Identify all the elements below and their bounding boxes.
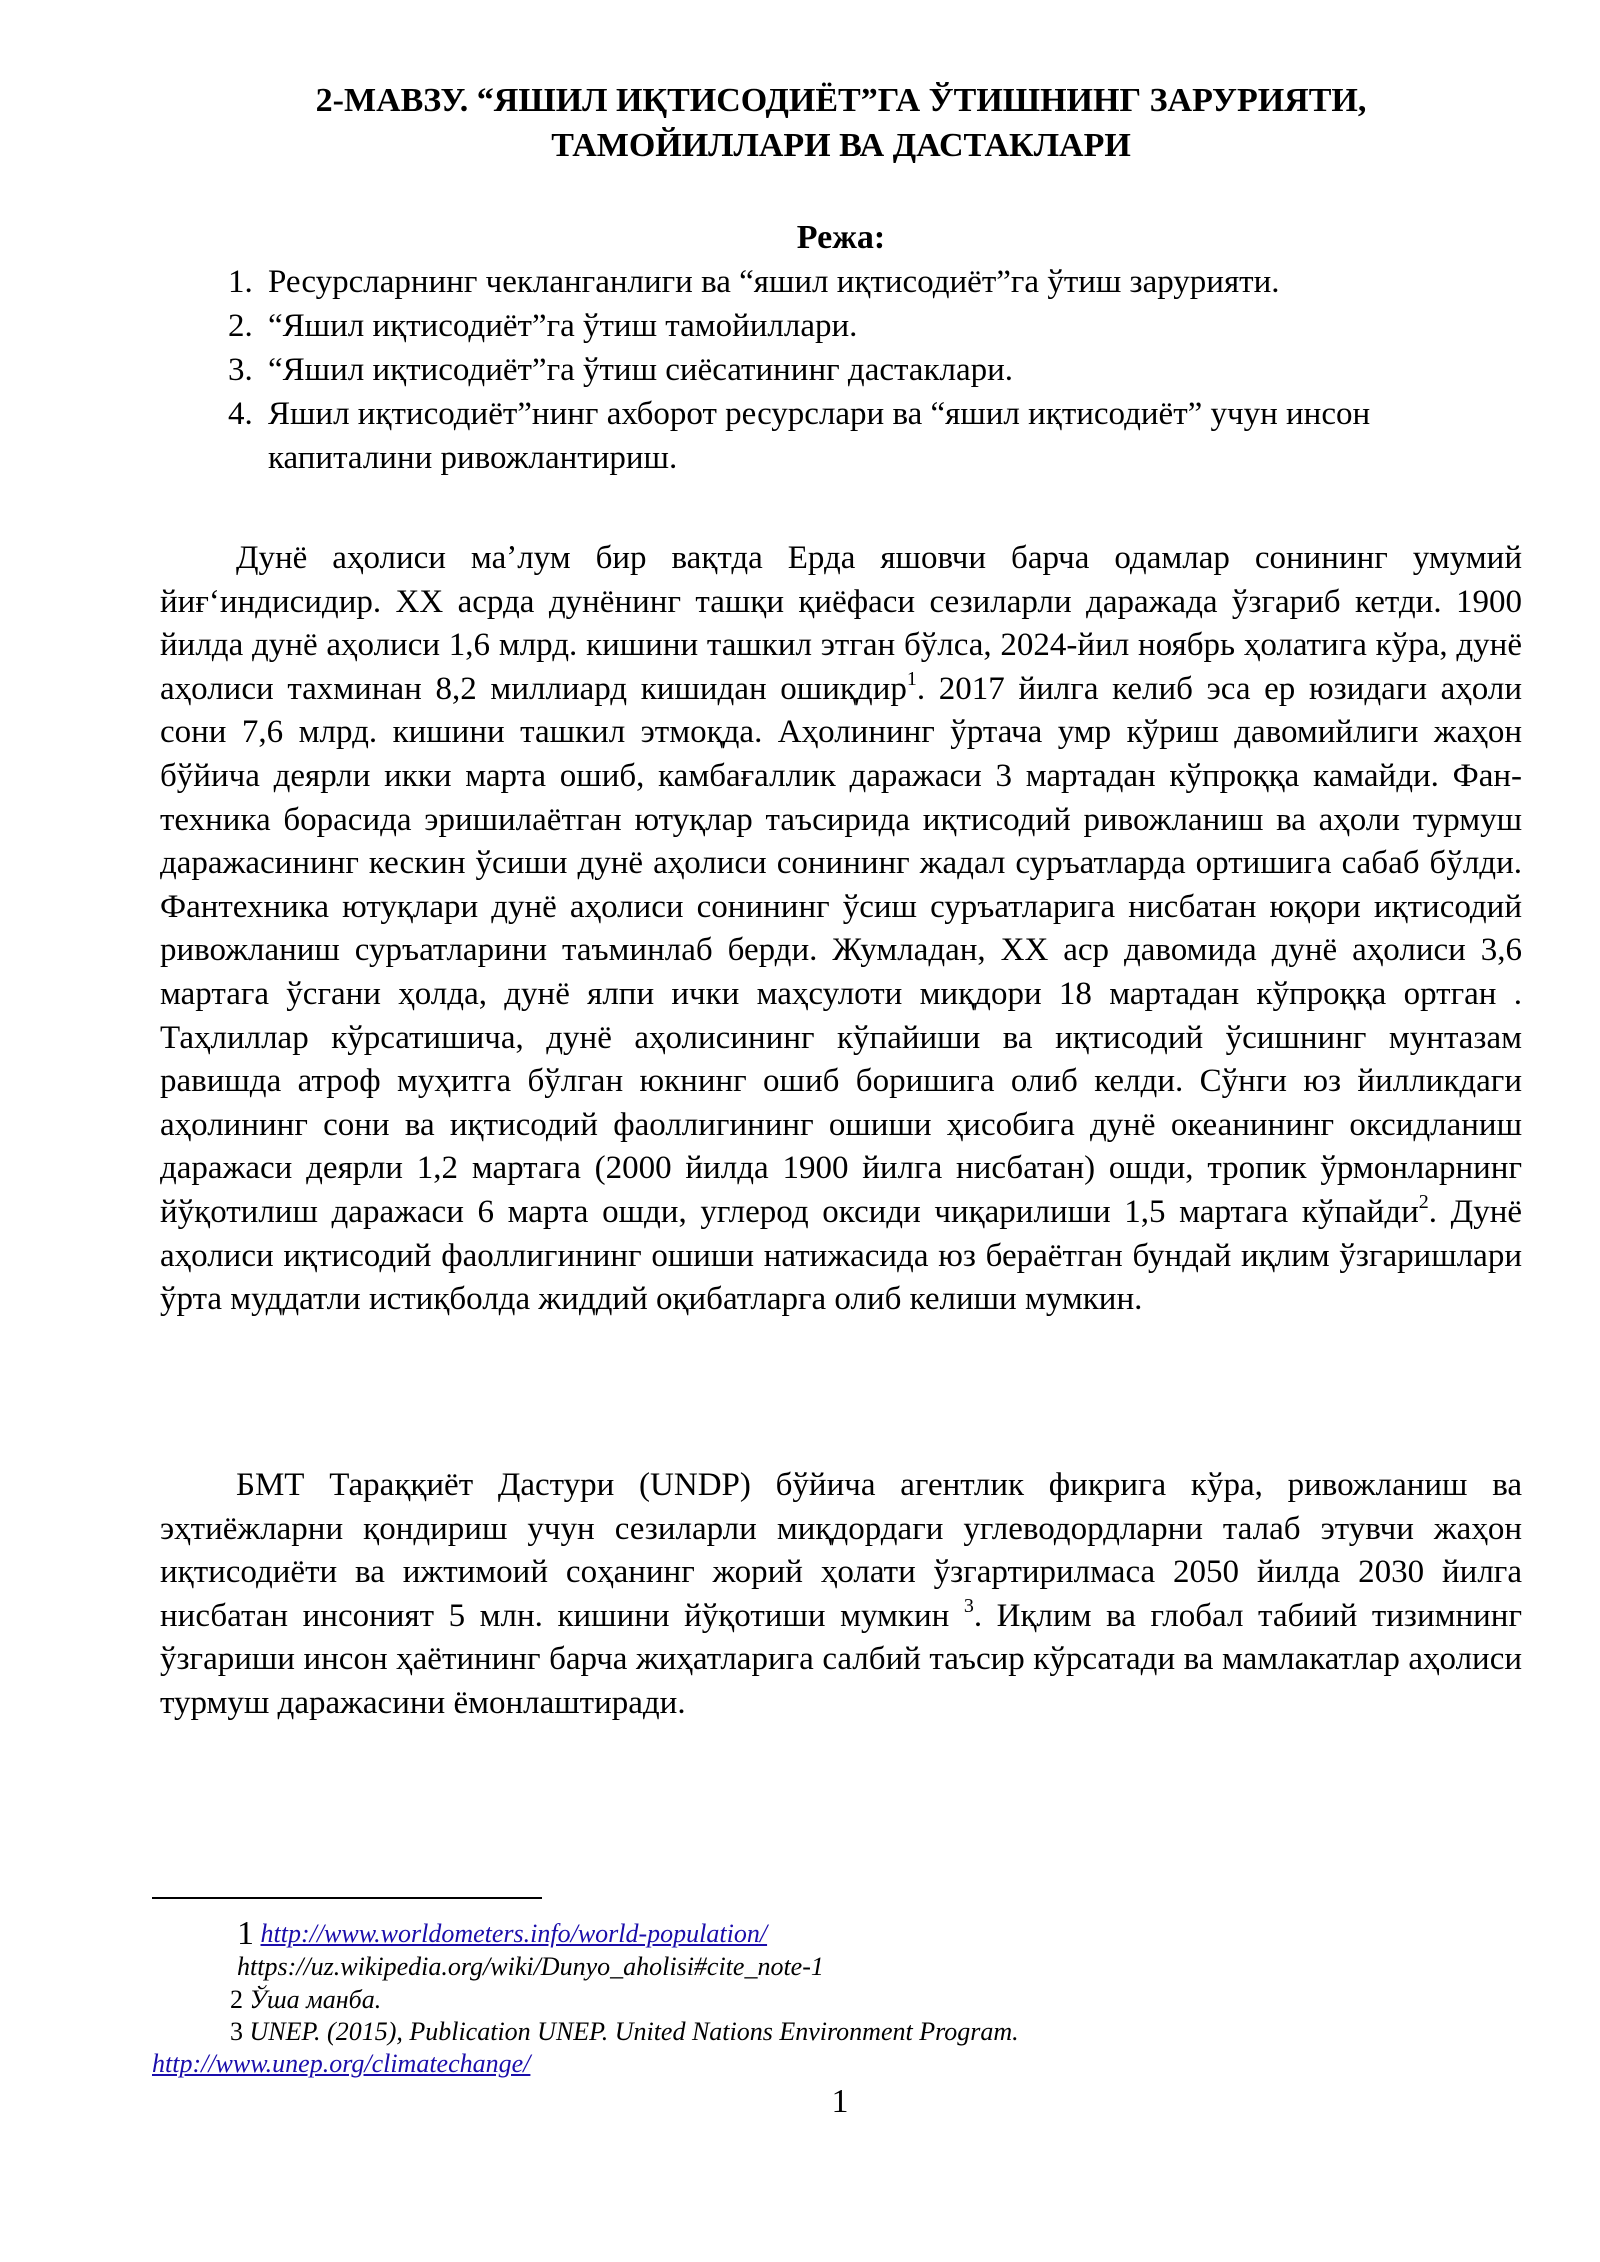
footnote-text: UNEP. (2015), Publication UNEP. United Nations Environment Program. (249, 2017, 1019, 2046)
footnote-text: https://uz.wikipedia.org/wiki/Dunyo_aholisi#cite_note-1 (237, 1952, 824, 1981)
plan-item-number: 4. (228, 396, 253, 432)
plan-item (228, 348, 1528, 392)
title-line-1: 2-МАВЗУ. “ЯШИЛ ИҚТИСОДИЁТ”ГА ЎТИШНИНГ ЗАРУРИЯТИ, (315, 82, 1367, 119)
plan-item-text: “Яшил иқтисодиёт”га ўтиш тамойиллари. (268, 308, 858, 344)
plan-item-number: 3. (228, 352, 253, 388)
plan-item-number: 2. (228, 308, 253, 344)
title-line-2: ТАМОЙИЛЛАРИ ВА ДАСТАКЛАРИ (551, 127, 1131, 164)
footnote-ref-2[interactable]: 2 (1418, 1190, 1429, 1213)
paragraph-text: . Иқлим ва глобал табиий тизимнинг ўзгариши инсон ҳаётининг барча жиҳатларига салбий таъсир кўрсатади ва мамлакатлар аҳолиси турмуш даражасини ёмонлаштиради. (160, 1597, 1523, 1721)
footnote-mark: 3 (230, 2017, 243, 2046)
footnote-mark: 1 (237, 1915, 254, 1952)
paragraph-text: . 2017 йилга келиб эса ер юзидаги аҳоли сони 7,6 млрд. кишини ташкил этмоқда. Аҳолининг ўртача умр кўриш давомийлиги жаҳон бўйича деярли икки марта ошиб, камбағаллик даражаси 3 мартадан кўпроққа камайди. Фан-техника борасида эришилаётган ютуқлар таъсирида иқтисодий ривожланиш ва аҳоли турмуш даражасининг кескин ўсиши дунё аҳолиси сонининг жадал суръатларда ортишига сабаб бўлди. Фантехника ютуқлари дунё аҳолиси сонининг ўсиш суръатларига нисбатан юқори иқтисодий ривожланиш суръатларини таъминлаб берди. Жумладан, XX аср давомида дунё аҳолиси 3,6 мартага ўсгани ҳолда, дунё ялпи ички маҳсулоти миқдори 18 мартадан кўпроққа ортган . Таҳлиллар кўрсатишича, дунё аҳолисининг кўпайиши ва иқтисодий ўсишнинг мунтазам равишда атроф муҳитга бўлган юкнинг ошиб боришига олиб келди. Сўнги юз йилликдаги аҳолининг сони ва иқтисодий фаоллигининг ошиши ҳисобига дунё океанининг оксидланиш даражаси деярли 1,2 мартага (2000 йилда 1900 йилга нисбатан) ошди, тропик ўрмонларнинг йўқотилиш даражаси 6 марта ошди, углерод оксиди чиқарилиши 1,5 мартага кўпайди (160, 670, 1523, 1230)
footnote-3-continued (152, 2048, 530, 2080)
plan-item (228, 392, 1528, 480)
footnote-1 (237, 1915, 768, 1952)
footnote-2 (230, 1984, 381, 2016)
plan-item (228, 260, 1528, 304)
plan-item-number: 1. (228, 264, 253, 300)
footnote-mark: 2 (230, 1985, 243, 2014)
plan-item-text: Яшил иқтисодиёт”нинг ахборот ресурслари ва “яшил иқтисодиёт” учун инсон капиталини ривожлантириш. (268, 396, 1371, 476)
footnote-3 (230, 2016, 1019, 2048)
plan-heading: Режа: (796, 219, 886, 256)
paragraph-text: Дунё аҳолиси маʼлум бир вақтда Ерда яшовчи барча одамлар сонининг умумий йиғʻиндисидир. XX асрда дунёнинг ташқи қиёфаси сезиларли даражада ўзгариб кетди. 1900 йилда дунё аҳолиси 1,6 млрд. кишини ташкил этган бўлса, 2024-йил ноябрь ҳолатига кўра, дунё аҳолиси тахминан 8,2 миллиард кишидан ошиқдир (160, 540, 1522, 707)
page-number: 1 (831, 2083, 849, 2120)
page-title (160, 78, 1522, 168)
plan-item (228, 304, 1528, 348)
footnote-separator (152, 1897, 542, 1899)
footnote-text: Ўша манба. (249, 1985, 382, 2014)
footnote-ref-3[interactable]: 3 (963, 1594, 974, 1617)
plan-item-text: “Яшил иқтисодиёт”га ўтиш сиёсатининг дастаклари. (268, 352, 1014, 388)
paragraph-text: БМТ Тараққиёт Дастури (UNDP) бўйича агентлик фикрига кўра, ривожланиш ва эҳтиёжларни қондириш учун сезиларли миқдордаги углеводордларни талаб этувчи жаҳон иқтисодиёти ва ижтимоий соҳанинг жорий ҳолати ўзгартирилмаса 2050 йилда 2030 йилга нисбатан инсоният 5 млн. кишини йўқотиши мумкин (160, 1467, 1522, 1634)
footnote-3-link[interactable]: http://www.unep.org/climatechange/ (152, 2049, 531, 2078)
plan-item-text: Ресурсларнинг чекланганлиги ва “яшил иқтисодиёт”га ўтиш зарурияти. (268, 264, 1280, 300)
plan-list (228, 260, 1528, 480)
body-paragraph-1 (160, 537, 1522, 1322)
paragraph-text: . Дунё аҳолиси иқтисодий фаоллигининг ошиши натижасида юз бераётган бундай иқлим ўзгаришлари ўрта муддатли истиқболда жиддий оқибатларга олиб келиши мумкин. (160, 1193, 1522, 1318)
footnote-1-link[interactable]: http://www.worldometers.info/world-population/ (260, 1919, 768, 1948)
body-paragraph-2 (160, 1464, 1522, 1726)
footnote-ref-1[interactable]: 1 (906, 667, 917, 690)
footnote-1-extra (237, 1951, 824, 1983)
